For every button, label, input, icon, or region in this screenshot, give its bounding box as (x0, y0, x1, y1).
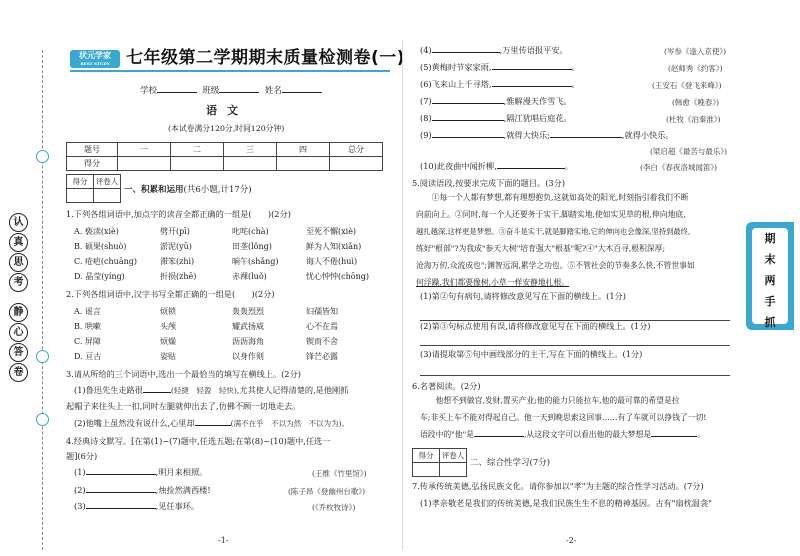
poem-item: (7) ,惟解漫天作雪飞。 (420, 96, 572, 106)
option-text: 淤泥(yū) (160, 242, 192, 251)
option-text: 诲人不倦(huì) (306, 257, 358, 266)
poem-source: (王安石《登飞来峰》) (652, 81, 722, 90)
option-text: 烦锁 (160, 307, 176, 316)
score-cell[interactable] (118, 157, 171, 171)
novel-excerpt: 他想不到做官,发财,置买产业;他的能力只能拉车,他的最可靠的希望是拉 车;非买上车不能对得起自己。他一天到晚思索这回事……有了车就可以挣钱了一切! 语段中的"他"是 ,从这段文字可以看出他的最大梦想是 。 (420, 396, 707, 439)
score-header: 题号 (67, 143, 118, 157)
option-text: 忧心忡忡(chōng) (306, 272, 369, 281)
option-text: 心不在焉 (306, 322, 338, 331)
score-header: 一 (118, 143, 171, 157)
question-5-2: (2)第③句标点使用有误,请将修改意见写在下面的横线上。(1分) (420, 321, 651, 331)
section-2-title: 二、综合性学习(7分) (470, 458, 551, 468)
option-text: 烦燥 (160, 337, 176, 346)
brand-logo: 状元学家 BEST STUDY (70, 50, 120, 68)
answer-blank[interactable] (492, 86, 572, 87)
page-number: -1- (218, 536, 229, 545)
option-text: B. 哄嗽 (74, 322, 101, 331)
option-text: 以身作则 (232, 352, 264, 361)
question-6: 6.名著阅读。(2分) (412, 381, 481, 391)
question-7: 7.传承传统美德,弘扬民族文化。请你参加以"孝"为主题的综合性学习活动。(7分) (412, 481, 704, 491)
option-text: 劈开(pī) (160, 227, 190, 236)
option-text: 妇孺皆知 (306, 307, 338, 316)
reading-passage: ①每一个人都有梦想,都有理想抱负,这就如高处的阳光,时刻指引着我们不断 向前向上。②同时,每一个人还要务于实干,脚踏实地,使如实见草的根,伸向地底, 越扎越深,这样更是梦想。③奋斗是实干,就是脚踏实地,它的伸向也会像深,坚持到最终, 练好"根部"?为我成"参天大树"培育强大"根基"呢?④"大木百寻,根积深厚; 沧海万仞,众流成也";渊智远润,累学之功也。⑤不管社会的节奏多么快,不管世事如 何浮躁,我们都要像树,小草一样安静地扎根。 (416, 193, 695, 287)
option-text: 锲而不舍 (306, 337, 338, 346)
score-cell[interactable] (171, 157, 224, 171)
option-text: 晌午(shǎng) (232, 257, 279, 266)
poem-item: (3) ,见任事环。 (74, 501, 200, 511)
binding-hole (36, 350, 49, 363)
tab-char: 两 (764, 274, 776, 287)
option-text: 至死不懈(xiè) (306, 227, 357, 236)
answer-blank[interactable] (143, 392, 171, 393)
poem-source: (陈子昂《登幽州台歌》) (288, 487, 366, 496)
answer-blank[interactable] (492, 69, 572, 70)
option-text: 赤裸(luǒ) (232, 272, 267, 281)
score-table (66, 142, 383, 171)
answer-blank[interactable] (86, 492, 156, 493)
poem-source: (赵师秀《约客》) (668, 64, 723, 73)
poem-source: (韩愈《晚春》) (672, 98, 720, 107)
answer-line[interactable] (420, 345, 730, 346)
question-4-cont: 题](6分) (66, 451, 98, 461)
option-text: 头颅 (160, 322, 176, 331)
answer-blank[interactable] (432, 52, 500, 53)
tab-char: 末 (764, 253, 776, 266)
answer-line[interactable] (420, 375, 730, 376)
question-3-item-1-cont: 起帽子来往头上一扣,同时左腿就伸出去了,仿佛不顾一切地走去。 (66, 401, 301, 411)
score-header: 总分 (330, 143, 383, 157)
poem-item: (4) ,万里传语报平安。 (420, 45, 568, 55)
tab-char: 抓 (764, 316, 776, 329)
score-header: 四 (277, 143, 330, 157)
tab-char: 手 (764, 295, 776, 308)
answer-blank[interactable] (86, 508, 156, 509)
option-text: 沥沥海角 (232, 337, 264, 346)
option-text: 滞笨(zhì) (160, 257, 195, 266)
option-text: 锋芒必露 (306, 352, 338, 361)
binding-hole (36, 150, 49, 163)
poem-source: (梁启超《最苦与最乐》) (650, 147, 728, 156)
cut-line (42, 50, 43, 550)
answer-blank[interactable] (432, 137, 504, 138)
motto-char: 思 (9, 253, 28, 272)
section-1-title: 一、积累和运用(共6小题,计17分) (124, 185, 252, 195)
poem-source: (《乔枚牧诗》) (312, 503, 356, 512)
poem-item: (8) ,隔江犹唱后庭花。 (420, 113, 572, 123)
exam-note: (本试卷满分120分,时间120分钟) (168, 124, 285, 133)
option-text: A. 谣言 (74, 307, 101, 316)
question-5-1: (1)第②句有病句,请将修改意见写在下面的横线上。(1分) (420, 291, 626, 301)
option-text: C. 疮疤(chuāng) (74, 257, 137, 266)
option-text: D. 亘古 (74, 352, 102, 361)
scorer-box: 得分 评卷人 (412, 448, 467, 477)
answer-blank[interactable] (195, 425, 231, 426)
score-header: 二 (171, 143, 224, 157)
question-5-3: (3)请提取第⑤句中画线部分的主干,写在下面的横线上。(1分) (420, 349, 643, 359)
score-cell[interactable] (224, 157, 277, 171)
page-number: -2- (566, 536, 577, 545)
motto-char: 认 (9, 213, 28, 232)
option-text: 轰轰烈烈 (232, 307, 264, 316)
option-text: 姿贴 (160, 352, 176, 361)
answer-blank[interactable] (651, 436, 697, 437)
answer-blank[interactable] (550, 137, 622, 138)
question-7-1: (1)孝亲敬老是我们的传统美德,是我们民族生生不息的精神基因。古有"扇枕温衾" (420, 498, 712, 508)
option-text: 田垄(lǒng) (232, 242, 272, 251)
poem-item: (2) ,烛捡然满西楼! (74, 485, 211, 495)
answer-blank[interactable] (432, 120, 504, 121)
option-text: D. 晶莹(yíng) (74, 272, 125, 281)
poem-item: (1) ,明月来相照。 (74, 467, 208, 477)
poem-item: (9) ,就得大快乐; ,就得小快乐。 (420, 130, 674, 140)
option-text: 叱咤(chà) (232, 227, 269, 236)
question-2: 2.下列各组词语中,汉字书写全都正确的一组是( )(2分) (66, 289, 275, 299)
subject-title: 语文 (206, 104, 248, 117)
answer-blank[interactable] (432, 103, 504, 104)
score-cell[interactable] (277, 157, 330, 171)
motto-char: 卷 (9, 363, 28, 382)
motto-char: 心 (9, 323, 28, 342)
option-text: A. 亵渎(xiè) (74, 227, 119, 236)
question-3-item-1: (1)鲁迅先生走路很 (轻捷 轻盈 轻快),尤其使人记得清楚的,是他刚抓 (74, 385, 349, 395)
poem-source: (杜牧《泊秦淮》) (666, 115, 721, 124)
answer-blank[interactable] (497, 168, 565, 169)
option-text: B. 硕果(shuò) (74, 242, 127, 251)
binding-hole (36, 413, 49, 426)
binding-strip (8, 50, 60, 550)
exam-title: 七年级第二学期期末质量检测卷(一) (126, 48, 406, 68)
score-row-label: 得分 (67, 157, 118, 171)
motto-char: 静 (9, 303, 28, 322)
motto-char: 答 (9, 343, 28, 362)
answer-blank[interactable] (86, 474, 156, 475)
poem-source: (岑参《逢入京使》) (664, 47, 727, 56)
poem-item: (10)此夜曲中闻折柳, 。 (420, 161, 573, 171)
option-text: 鲜为人知(xiǎn) (306, 242, 362, 251)
side-tab (746, 222, 794, 330)
question-5: 5.阅读语段,按要求完成下面的题目。(3分) (412, 178, 566, 188)
score-header: 三 (224, 143, 277, 157)
tab-char: 期 (764, 232, 776, 245)
option-text: 耀武扬威 (232, 322, 264, 331)
poem-item: (5)黄梅时节家家雨, 。 (420, 62, 580, 72)
option-text: C. 屏障 (74, 337, 101, 346)
title-rule (70, 70, 390, 72)
score-cell[interactable] (330, 157, 383, 171)
student-info: 学校 班级 姓名 (140, 86, 322, 96)
option-text: 折损(zhē) (160, 272, 197, 281)
question-3: 3.请从所给的三个词语中,选出一个最恰当的填写在横线上。(2分) (66, 369, 301, 379)
poem-source: (李白《春夜洛城闻笛》) (640, 163, 718, 172)
scorer-box: 得分 评卷人 (66, 174, 121, 203)
motto-char: 考 (9, 273, 28, 292)
page-divider (402, 40, 403, 550)
answer-blank[interactable] (474, 436, 524, 437)
question-3-item-2: (2)他嘴上虽然没有说什么,心里却 (满不在乎 不以为然 不以为为)。 (74, 418, 349, 428)
poem-source: (王维《竹里馆》) (312, 469, 367, 478)
poem-item: (6)飞来山上千寻塔, 。 (420, 79, 580, 89)
question-4: 4.经典诗文默写。[在第(1)~(7)题中,任选五题;在第(8)~(10)题中,任选一 (66, 436, 331, 446)
motto-char: 真 (9, 233, 28, 252)
question-1: 1.下列各组词语中,加点字的读音全都正确的一组是( )(2分) (66, 209, 291, 219)
